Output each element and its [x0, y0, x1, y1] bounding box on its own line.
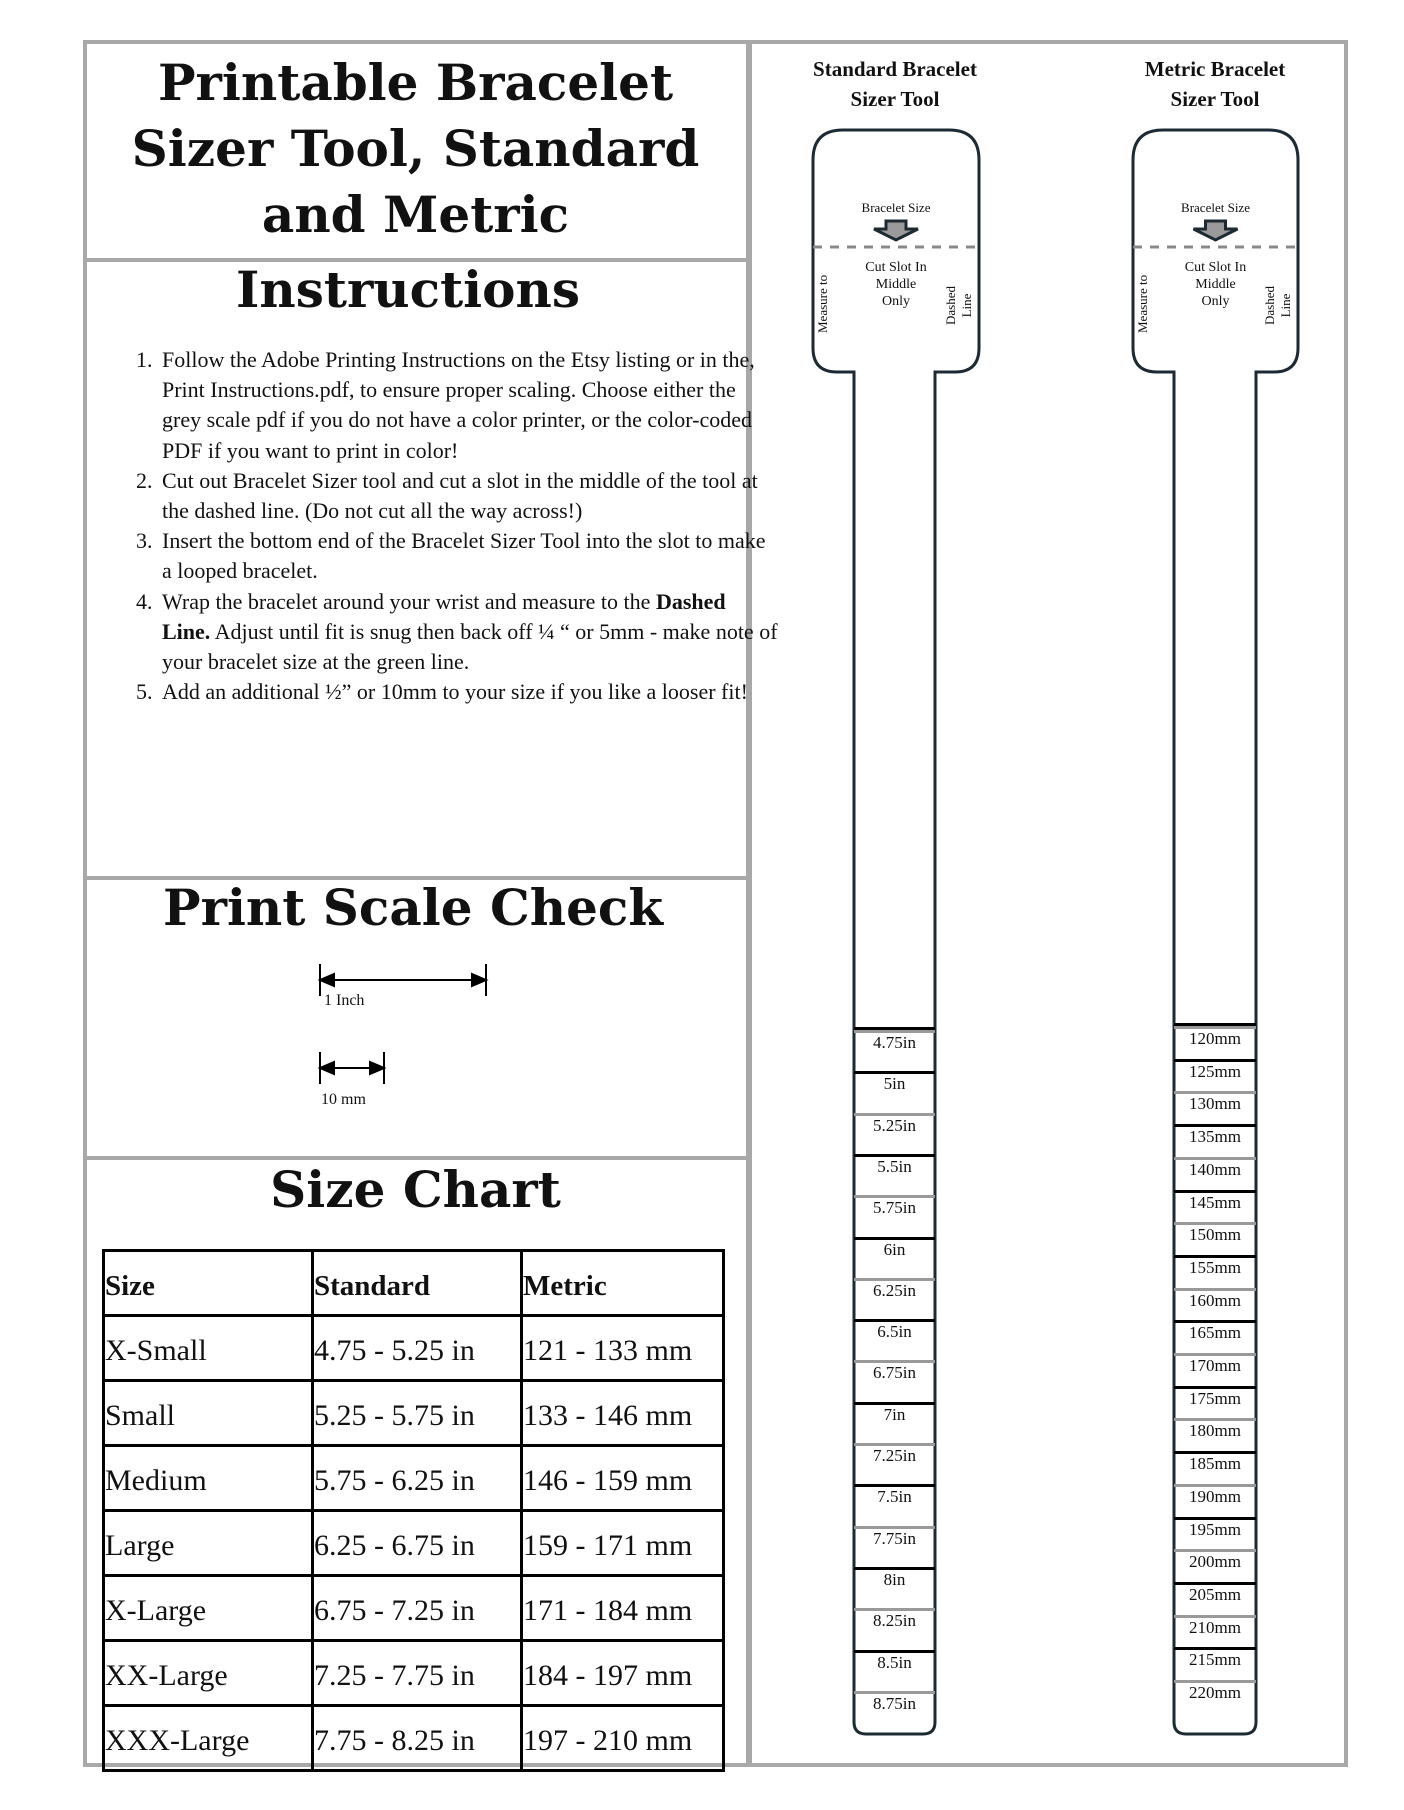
step-text: Adjust until fit is snug then back off ¼ “ or 5mm - make note of your bracelet size at the green line.	[162, 618, 778, 675]
table-cell: 159 - 171 mm	[522, 1511, 724, 1576]
table-cell: XXX-Large	[104, 1706, 313, 1771]
table-cell: 121 - 133 mm	[522, 1316, 724, 1381]
table-cell: XX-Large	[104, 1641, 313, 1706]
table-cell: 6.25 - 6.75 in	[313, 1511, 522, 1576]
size-label: 170mm	[1189, 1356, 1241, 1375]
size-label: 7.5in	[877, 1487, 912, 1507]
size-label: 6in	[883, 1239, 906, 1259]
title-line: Sizer Tool	[850, 87, 940, 111]
size-label: 180mm	[1189, 1421, 1241, 1441]
size-label: 210mm	[1189, 1617, 1241, 1637]
size-label: 190mm	[1189, 1486, 1241, 1506]
scale-heading: Print Scale Check	[163, 878, 663, 937]
size-label: 5.25in	[873, 1115, 916, 1135]
table-cell: 4.75 - 5.25 in	[313, 1316, 522, 1381]
mm-label: 10 mm	[321, 1091, 366, 1108]
step: 3. Insert the bottom end of the Bracelet Sizer Tool into the slot to make a looped bracelet.	[158, 526, 778, 586]
chart-heading: Size Chart	[270, 1160, 561, 1219]
t: Dashed	[943, 286, 958, 325]
header-cell: Size	[104, 1251, 313, 1316]
inch-label: 1 Inch	[324, 992, 365, 1009]
t: Only	[1201, 294, 1230, 309]
size-label: 4.75in	[873, 1033, 916, 1052]
t: Line	[959, 293, 974, 318]
size-label: 7in	[883, 1404, 906, 1424]
size-label: 160mm	[1189, 1290, 1241, 1310]
tick-line	[1174, 1023, 1256, 1026]
size-label: 6.5in	[877, 1322, 912, 1342]
bracelet-size-label: Bracelet Size	[1181, 200, 1250, 215]
size-label: 6.75in	[873, 1363, 916, 1383]
step-text: Wrap the bracelet around your wrist and measure to the	[162, 588, 656, 614]
measure-to-label: Measure to	[1135, 274, 1150, 333]
header-cell: Metric	[522, 1251, 724, 1316]
size-label: 195mm	[1189, 1519, 1241, 1539]
size-label: 185mm	[1189, 1454, 1241, 1474]
size-label: 8.75in	[873, 1693, 916, 1713]
t: Only	[882, 294, 910, 309]
t: Middle	[875, 277, 917, 292]
step: 2. Cut out Bracelet Sizer tool and cut a slot in the middle of the tool at the dashed line. (Do not cut all the way across!)	[158, 466, 778, 526]
size-label: 215mm	[1189, 1650, 1241, 1670]
table-cell: 6.75 - 7.25 in	[313, 1576, 522, 1641]
table-cell: Medium	[104, 1446, 313, 1511]
size-label: 165mm	[1189, 1323, 1241, 1343]
measure-to-label: Measure to	[815, 274, 830, 333]
table-cell: 5.75 - 6.25 in	[313, 1446, 522, 1511]
size-label: 125mm	[1189, 1061, 1241, 1081]
dashed-line-label	[1262, 286, 1294, 325]
t: Middle	[1195, 277, 1236, 292]
step: 1. Follow the Adobe Printing Instructions on the Etsy listing or in the, Print Instructions.pdf, to ensure proper scaling. Choose either the grey scale pdf if you do not have a color printer, or the color-coded PDF if you want to print in color!	[158, 345, 778, 466]
size-label: 130mm	[1189, 1094, 1241, 1114]
t: Cut Slot In	[1184, 260, 1247, 275]
bracelet-size-label: Bracelet Size	[861, 200, 931, 215]
table-cell: 146 - 159 mm	[522, 1446, 724, 1511]
size-label: 5in	[883, 1074, 906, 1094]
instructions-heading: Instructions	[235, 260, 581, 319]
step-bold: Dashed Line.	[162, 588, 726, 644]
table-cell: Large	[104, 1511, 313, 1576]
size-label: 135mm	[1189, 1127, 1241, 1147]
table-cell: 7.25 - 7.75 in	[313, 1641, 522, 1706]
title-line: Sizer Tool	[1170, 87, 1260, 111]
header-cell: Standard	[313, 1251, 522, 1316]
cut-slot-label	[1166, 259, 1266, 310]
size-label: 7.25in	[873, 1446, 916, 1465]
table-cell: Small	[104, 1381, 313, 1446]
size-label: 8in	[883, 1569, 906, 1589]
table-cell: 197 - 210 mm	[522, 1706, 724, 1771]
table-cell: X-Small	[104, 1316, 313, 1381]
step: 5. Add an additional ½” or 10mm to your size if you like a looser fit!	[158, 677, 778, 707]
size-label: 8.25in	[873, 1611, 916, 1631]
table-cell: 171 - 184 mm	[522, 1576, 724, 1641]
table-cell: 5.25 - 5.75 in	[313, 1381, 522, 1446]
table-cell: X-Large	[104, 1576, 313, 1641]
title-line: Standard Bracelet	[813, 57, 977, 81]
title-line: Metric Bracelet	[1144, 57, 1286, 81]
table-cell: 133 - 146 mm	[522, 1381, 724, 1446]
size-label: 150mm	[1189, 1225, 1241, 1245]
size-label: 5.5in	[877, 1156, 912, 1176]
page-title: Printable Bracelet Sizer Tool, Standard and Metric	[131, 53, 700, 244]
size-label: 6.25in	[873, 1280, 916, 1300]
size-label: 120mm	[1189, 1029, 1241, 1048]
size-label: 205mm	[1189, 1584, 1241, 1604]
size-label: 145mm	[1189, 1192, 1241, 1212]
size-label: 140mm	[1189, 1159, 1241, 1179]
t: Line	[1278, 293, 1293, 318]
size-label: 220mm	[1189, 1683, 1241, 1702]
size-label: 155mm	[1189, 1257, 1241, 1277]
size-label: 7.75in	[873, 1528, 916, 1548]
size-label: 175mm	[1189, 1388, 1241, 1408]
size-label: 200mm	[1189, 1552, 1241, 1572]
t: Dashed	[1262, 286, 1277, 325]
t: Cut Slot In	[865, 260, 927, 275]
table-cell: 184 - 197 mm	[522, 1641, 724, 1706]
table-cell: 7.75 - 8.25 in	[313, 1706, 522, 1771]
size-label: 5.75in	[873, 1198, 916, 1218]
size-label: 8.5in	[877, 1652, 912, 1672]
